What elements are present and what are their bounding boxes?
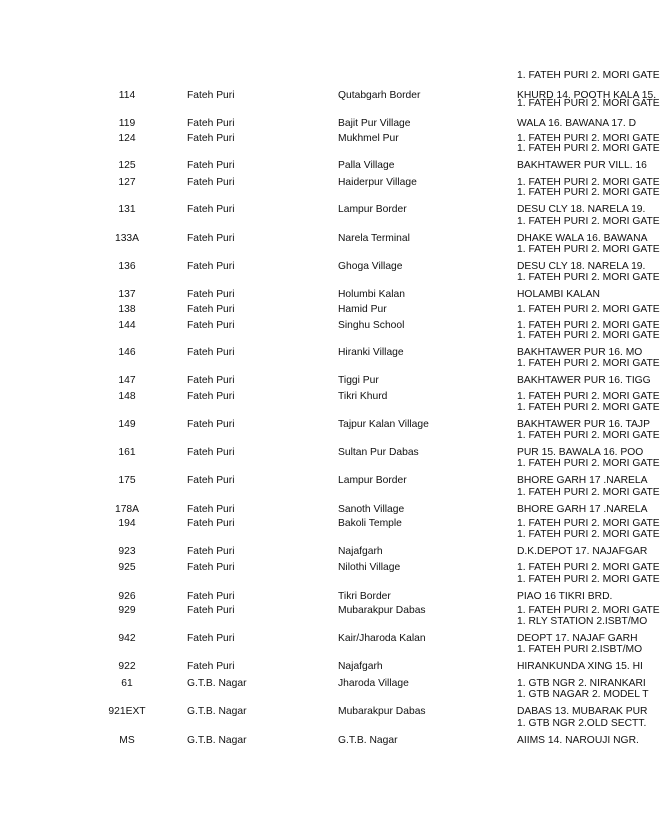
depot-name: Fateh Puri <box>187 90 235 101</box>
destination-name: Najafgarh <box>338 661 383 672</box>
via-line-1: 1. FATEH PURI 2. MORI GATE <box>517 574 660 585</box>
via-line-1: 1. GTB NGR 2.OLD SECTT. <box>517 718 647 729</box>
via-line-2: BAKHTAWER PUR 16. MO <box>517 347 643 358</box>
depot-name: Fateh Puri <box>187 562 235 573</box>
depot-name: Fateh Puri <box>187 661 235 672</box>
route-number: 125 <box>118 160 136 171</box>
depot-name: Fateh Puri <box>187 347 235 358</box>
via-line-1: 1. FATEH PURI 2. MORI GATE <box>517 98 660 109</box>
depot-name: Fateh Puri <box>187 118 235 129</box>
depot-name: Fateh Puri <box>187 447 235 458</box>
route-number: 923 <box>118 546 136 557</box>
via-line-1: 1. FATEH PURI 2. MORI GATE <box>517 605 660 616</box>
via-line-1: 1. GTB NAGAR 2. MODEL T <box>517 689 649 700</box>
via-line-2: DESU CLY 18. NARELA 19. <box>517 261 646 272</box>
depot-name: Fateh Puri <box>187 605 235 616</box>
via-line-1: 1. FATEH PURI 2. MORI GATE <box>517 391 660 402</box>
destination-name: Jharoda Village <box>338 678 409 689</box>
depot-name: G.T.B. Nagar <box>187 678 247 689</box>
via-line-2: BAKHTAWER PUR VILL. 16 <box>517 160 647 171</box>
route-number: 922 <box>118 661 136 672</box>
depot-name: Fateh Puri <box>187 289 235 300</box>
via-line-1: 1. FATEH PURI 2.ISBT/MO <box>517 644 643 655</box>
route-number: 136 <box>118 261 136 272</box>
via-line-1: 1. FATEH PURI 2. MORI GATE <box>517 562 660 573</box>
destination-name: Bakoli Temple <box>338 518 402 529</box>
via-line-2: D.K.DEPOT 17. NAJAFGAR <box>517 546 648 557</box>
via-line-2: DABAS 13. MUBARAK PUR <box>517 706 648 717</box>
depot-name: Fateh Puri <box>187 160 235 171</box>
depot-name: Fateh Puri <box>187 177 235 188</box>
route-number: 148 <box>118 391 136 402</box>
via-line-2: WALA 16. BAWANA 17. D <box>517 118 637 129</box>
destination-name: Haiderpur Village <box>338 177 417 188</box>
depot-name: Fateh Puri <box>187 546 235 557</box>
route-number: 175 <box>118 475 136 486</box>
depot-name: Fateh Puri <box>187 591 235 602</box>
destination-name: Hamid Pur <box>338 304 387 315</box>
via-line-2: PIAO 16 TIKRI BRD. <box>517 591 613 602</box>
route-number: 146 <box>118 347 136 358</box>
via-line-2: DESU CLY 18. NARELA 19. <box>517 204 646 215</box>
via-line-1: 1. RLY STATION 2.ISBT/MO <box>517 616 648 627</box>
via-line-2: HOLAMBI KALAN <box>517 289 600 300</box>
destination-name: Narela Terminal <box>338 233 410 244</box>
depot-name: Fateh Puri <box>187 475 235 486</box>
via-line-1: 1. FATEH PURI 2. MORI GATE <box>517 402 660 413</box>
route-number: 161 <box>118 447 136 458</box>
route-number: 147 <box>118 375 136 386</box>
destination-name: Tikri Border <box>338 591 391 602</box>
route-number: 114 <box>118 90 136 101</box>
via-line-1: 1. FATEH PURI 2. MORI GATE <box>517 133 660 144</box>
route-number: 144 <box>118 320 136 331</box>
route-number: 942 <box>118 633 136 644</box>
destination-name: Ghoga Village <box>338 261 403 272</box>
route-number: MS <box>119 735 135 746</box>
via-line-1: 1. FATEH PURI 2. MORI GATE <box>517 487 660 498</box>
route-number: 926 <box>118 591 136 602</box>
destination-name: Mukhmel Pur <box>338 133 399 144</box>
destination-name: Sultan Pur Dabas <box>338 447 419 458</box>
depot-name: Fateh Puri <box>187 633 235 644</box>
depot-name: Fateh Puri <box>187 391 235 402</box>
via-line-2: DEOPT 17. NAJAF GARH <box>517 633 638 644</box>
destination-name: Nilothi Village <box>338 562 401 573</box>
depot-name: Fateh Puri <box>187 261 235 272</box>
via-line-2: DHAKE WALA 16. BAWANA <box>517 233 648 244</box>
destination-name: Lampur Border <box>338 204 407 215</box>
destination-name: Holumbi Kalan <box>338 289 405 300</box>
route-number: 178A <box>114 504 140 515</box>
via-line-2: PUR 15. BAWALA 16. POO <box>517 447 644 458</box>
via-line-2: BAKHTAWER PUR 16. TIGG <box>517 375 651 386</box>
depot-name: Fateh Puri <box>187 518 235 529</box>
via-line-1: 1. FATEH PURI 2. MORI GATE <box>517 430 660 441</box>
via-line-2: BHORE GARH 17 .NARELA <box>517 475 648 486</box>
via-line-1: 1. FATEH PURI 2. MORI GATE <box>517 216 660 227</box>
via-line-1: 1. FATEH PURI 2. MORI GATE <box>517 244 660 255</box>
destination-name: Sanoth Village <box>338 504 405 515</box>
depot-name: Fateh Puri <box>187 233 235 244</box>
destination-name: Hiranki Village <box>338 347 404 358</box>
depot-name: Fateh Puri <box>187 504 235 515</box>
depot-name: Fateh Puri <box>187 304 235 315</box>
via-line-2: BAKHTAWER PUR 16. TAJP <box>517 419 650 430</box>
destination-name: Bajit Pur Village <box>338 118 411 129</box>
via-line-1: 1. FATEH PURI 2. MORI GATE <box>517 320 660 331</box>
destination-name: Tiggi Pur <box>338 375 379 386</box>
via-line-1: 1. FATEH PURI 2. MORI GATE <box>517 187 660 198</box>
route-number: 119 <box>118 118 136 129</box>
route-number: 138 <box>118 304 136 315</box>
via-line-2: AIIMS 14. NAROUJI NGR. <box>517 735 639 746</box>
depot-name: G.T.B. Nagar <box>187 735 247 746</box>
route-number: 925 <box>118 562 136 573</box>
route-number: 124 <box>118 133 136 144</box>
via-line-1: 1. FATEH PURI 2. MORI GATE <box>517 70 660 81</box>
depot-name: Fateh Puri <box>187 419 235 430</box>
depot-name: Fateh Puri <box>187 375 235 386</box>
via-line-1: 1. FATEH PURI 2. MORI GATE <box>517 529 660 540</box>
via-line-1: 1. FATEH PURI 2. MORI GATE <box>517 518 660 529</box>
route-number: 921EXT <box>108 706 146 717</box>
depot-name: Fateh Puri <box>187 133 235 144</box>
destination-name: Mubarakpur Dabas <box>338 706 426 717</box>
destination-name: Qutabgarh Border <box>338 90 421 101</box>
depot-name: Fateh Puri <box>187 320 235 331</box>
via-line-1: 1. FATEH PURI 2. MORI GATE <box>517 330 660 341</box>
route-number: 929 <box>118 605 136 616</box>
via-line-1: 1. FATEH PURI 2. MORI GATE <box>517 458 660 469</box>
destination-name: Lampur Border <box>338 475 407 486</box>
route-number: 149 <box>118 419 136 430</box>
via-line-1: 1. FATEH PURI 2. MORI GATE <box>517 177 660 188</box>
route-number: 133A <box>114 233 140 244</box>
via-line-1: 1. FATEH PURI 2. MORI GATE <box>517 358 660 369</box>
via-line-1: 1. FATEH PURI 2. MORI GATE <box>517 272 660 283</box>
destination-name: Kair/Jharoda Kalan <box>338 633 426 644</box>
destination-name: Tikri Khurd <box>338 391 388 402</box>
via-line-1: 1. FATEH PURI 2. MORI GATE <box>517 304 660 315</box>
route-number: 131 <box>118 204 136 215</box>
route-number: 194 <box>118 518 136 529</box>
via-line-2: HIRANKUNDA XING 15. HI <box>517 661 643 672</box>
route-number: 127 <box>118 177 136 188</box>
route-number: 61 <box>121 678 133 689</box>
via-line-2: BHORE GARH 17 .NARELA <box>517 504 648 515</box>
destination-name: Najafgarh <box>338 546 383 557</box>
via-line-2: KHURD 14. POOTH KALA 15. <box>517 90 657 101</box>
destination-name: G.T.B. Nagar <box>338 735 398 746</box>
depot-name: Fateh Puri <box>187 204 235 215</box>
route-number: 137 <box>118 289 136 300</box>
via-line-1: 1. FATEH PURI 2. MORI GATE <box>517 143 660 154</box>
destination-name: Palla Village <box>338 160 395 171</box>
depot-name: G.T.B. Nagar <box>187 706 247 717</box>
via-line-1: 1. GTB NGR 2. NIRANKARI <box>517 678 646 689</box>
destination-name: Mubarakpur Dabas <box>338 605 426 616</box>
destination-name: Singhu School <box>338 320 405 331</box>
destination-name: Tajpur Kalan Village <box>338 419 429 430</box>
